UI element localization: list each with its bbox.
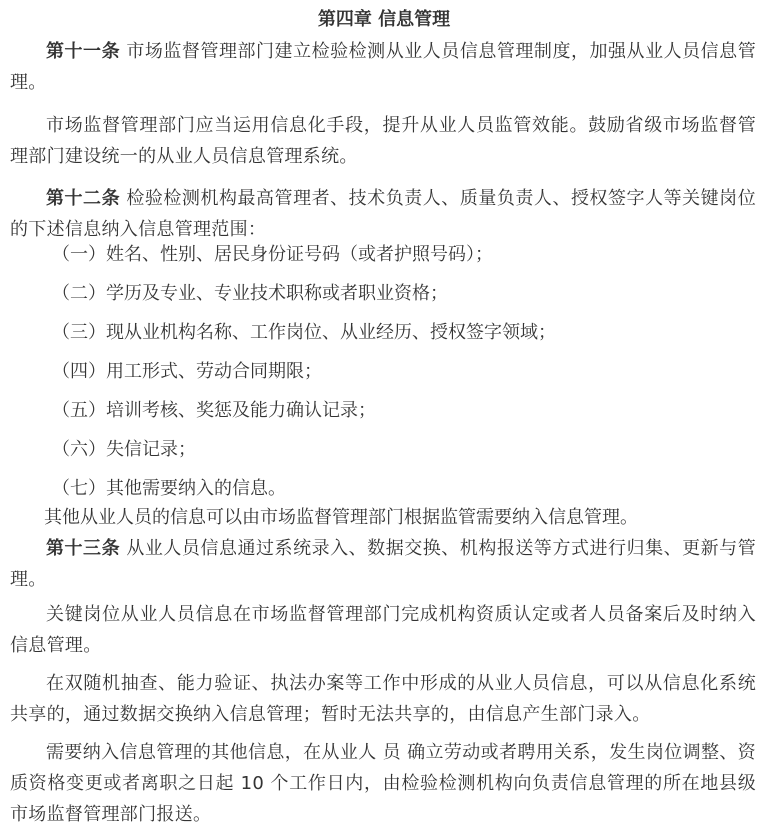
article-12-note: 其他从业人员的信息可以由市场监督管理部门根据监管需要纳入信息管理。 bbox=[44, 507, 638, 528]
article-13-paragraph-2: 关键岗位从业人员信息在市场监督管理部门完成机构资质认定或者人员备案后及时纳入信息管理。 bbox=[10, 604, 756, 656]
article-label: 第十三条 bbox=[46, 538, 121, 559]
article-12 bbox=[10, 183, 756, 245]
article-label: 第十一条 bbox=[46, 41, 121, 62]
article-13 bbox=[10, 533, 756, 595]
list-item: （三）现从业机构名称、工作岗位、从业经历、授权签字领域； bbox=[52, 322, 556, 343]
article-text: 从业人员信息通过系统录入、数据交换、机构报送等方式进行归集、更新与管理。 bbox=[10, 538, 756, 590]
list-item: （六）失信记录； bbox=[52, 439, 196, 460]
article-label: 第十二条 bbox=[46, 188, 121, 209]
article-13-paragraph-3: 在双随机抽查、能力验证、执法办案等工作中形成的从业人员信息，可以从信息化系统共享的，通过数据交换纳入信息管理；暂时无法共享的，由信息产生部门录入。 bbox=[10, 673, 756, 725]
list-item: （五）培训考核、奖惩及能力确认记录； bbox=[52, 400, 376, 421]
article-text: 市场监督管理部门建立检验检测从业人员信息管理制度，加强从业人员信息管理。 bbox=[10, 41, 756, 93]
article-13-paragraph-4: 需要纳入信息管理的其他信息，在从业人 员 确立劳动或者聘用关系，发生岗位调整、资质资格变更或者离职之日起 10 个工作日内，由检验检测机构向负责信息管理的所在地县级市场监督管理部门报送。 bbox=[10, 742, 756, 825]
chapter-title: 第四章 信息管理 bbox=[317, 9, 451, 30]
list-item: （一）姓名、性别、居民身份证号码（或者护照号码）； bbox=[52, 244, 493, 265]
article-text: 检验检测机构最高管理者、技术负责人、质量负责人、授权签字人等关键岗位的下述信息纳入信息管理范围： bbox=[10, 188, 756, 240]
article-11-paragraph-2: 市场监督管理部门应当运用信息化手段，提升从业人员监管效能。鼓励省级市场监督管理部门建设统一的从业人员信息管理系统。 bbox=[10, 115, 756, 167]
list-item: （七）其他需要纳入的信息。 bbox=[52, 478, 286, 499]
article-11 bbox=[10, 36, 756, 98]
list-item: （四）用工形式、劳动合同期限； bbox=[52, 361, 322, 382]
list-item: （二）学历及专业、专业技术职称或者职业资格； bbox=[52, 283, 448, 304]
